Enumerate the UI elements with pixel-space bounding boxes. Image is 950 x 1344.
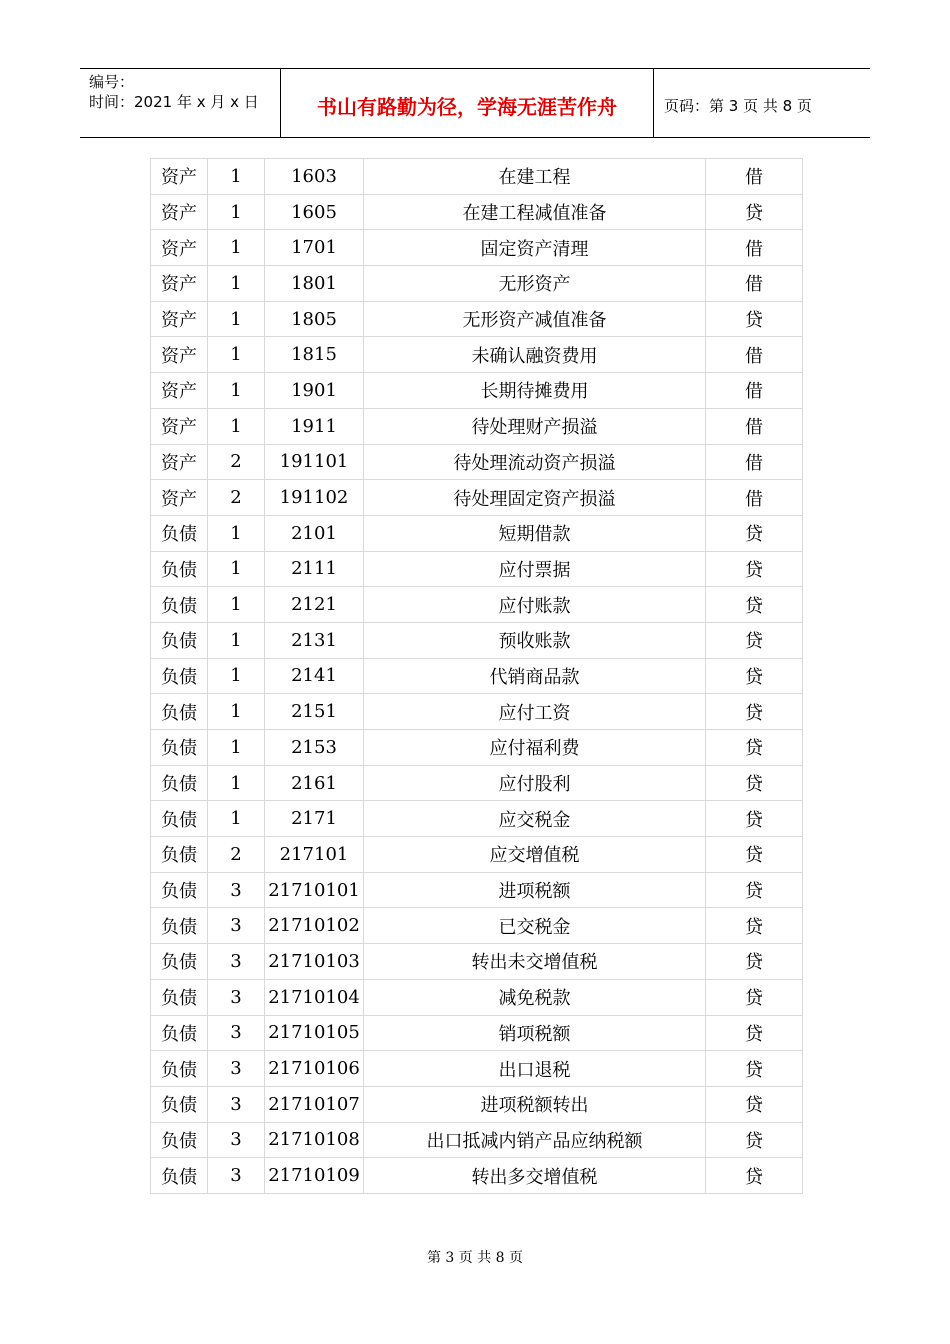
direction-cell: 贷 bbox=[706, 194, 803, 230]
account-name-cell: 代销商品款 bbox=[364, 658, 706, 694]
level-cell: 3 bbox=[208, 1086, 265, 1122]
table-row bbox=[151, 337, 803, 373]
account-name-cell: 应付福利费 bbox=[364, 730, 706, 766]
category-cell: 负债 bbox=[151, 658, 208, 694]
level-cell: 3 bbox=[208, 1158, 265, 1194]
table-row bbox=[151, 1122, 803, 1158]
table-row bbox=[151, 944, 803, 980]
table-row bbox=[151, 373, 803, 409]
table-row bbox=[151, 266, 803, 302]
table-row bbox=[151, 1158, 803, 1194]
direction-cell: 贷 bbox=[706, 622, 803, 658]
table-row bbox=[151, 837, 803, 873]
account-name-cell: 在建工程减值准备 bbox=[364, 194, 706, 230]
table-row bbox=[151, 872, 803, 908]
table-row bbox=[151, 551, 803, 587]
direction-cell: 贷 bbox=[706, 658, 803, 694]
level-cell: 3 bbox=[208, 1015, 265, 1051]
account-name-cell: 预收账款 bbox=[364, 622, 706, 658]
category-cell: 负债 bbox=[151, 944, 208, 980]
category-cell: 资产 bbox=[151, 159, 208, 195]
table-row bbox=[151, 1086, 803, 1122]
level-cell: 1 bbox=[208, 337, 265, 373]
table-row bbox=[151, 194, 803, 230]
direction-cell: 贷 bbox=[706, 979, 803, 1015]
account-name-cell: 出口退税 bbox=[364, 1051, 706, 1087]
category-cell: 资产 bbox=[151, 301, 208, 337]
code-cell: 21710105 bbox=[265, 1015, 364, 1051]
code-cell: 1815 bbox=[265, 337, 364, 373]
code-cell: 2121 bbox=[265, 587, 364, 623]
category-cell: 资产 bbox=[151, 266, 208, 302]
code-cell: 2151 bbox=[265, 694, 364, 730]
account-name-cell: 固定资产清理 bbox=[364, 230, 706, 266]
level-cell: 3 bbox=[208, 944, 265, 980]
header-motto: 书山有路勤为径，学海无涯苦作舟 bbox=[281, 69, 654, 137]
table-row bbox=[151, 1015, 803, 1051]
category-cell: 负债 bbox=[151, 837, 208, 873]
category-cell: 负债 bbox=[151, 730, 208, 766]
category-cell: 负债 bbox=[151, 908, 208, 944]
category-cell: 资产 bbox=[151, 337, 208, 373]
account-name-cell: 进项税额 bbox=[364, 872, 706, 908]
account-name-cell: 未确认融资费用 bbox=[364, 337, 706, 373]
page-header bbox=[80, 68, 870, 138]
level-cell: 3 bbox=[208, 908, 265, 944]
account-name-cell: 进项税额转出 bbox=[364, 1086, 706, 1122]
level-cell: 3 bbox=[208, 979, 265, 1015]
category-cell: 资产 bbox=[151, 373, 208, 409]
category-cell: 负债 bbox=[151, 1051, 208, 1087]
code-cell: 21710102 bbox=[265, 908, 364, 944]
direction-cell: 贷 bbox=[706, 944, 803, 980]
level-cell: 1 bbox=[208, 587, 265, 623]
table-row bbox=[151, 694, 803, 730]
account-name-cell: 待处理流动资产损溢 bbox=[364, 444, 706, 480]
code-cell: 1801 bbox=[265, 266, 364, 302]
direction-cell: 借 bbox=[706, 230, 803, 266]
code-cell: 1901 bbox=[265, 373, 364, 409]
category-cell: 负债 bbox=[151, 801, 208, 837]
direction-cell: 贷 bbox=[706, 765, 803, 801]
direction-cell: 贷 bbox=[706, 730, 803, 766]
table-row bbox=[151, 408, 803, 444]
direction-cell: 贷 bbox=[706, 694, 803, 730]
level-cell: 1 bbox=[208, 622, 265, 658]
table-row bbox=[151, 480, 803, 516]
document-date: 时间：2021 年 x 月 x 日 bbox=[89, 93, 259, 111]
direction-cell: 贷 bbox=[706, 1051, 803, 1087]
account-name-cell: 销项税额 bbox=[364, 1015, 706, 1051]
account-name-cell: 待处理财产损溢 bbox=[364, 408, 706, 444]
level-cell: 1 bbox=[208, 408, 265, 444]
header-page-info: 页码：第 3 页 共 8 页 bbox=[664, 96, 812, 115]
code-cell: 1605 bbox=[265, 194, 364, 230]
account-name-cell: 无形资产 bbox=[364, 266, 706, 302]
code-cell: 2131 bbox=[265, 622, 364, 658]
code-cell: 2111 bbox=[265, 551, 364, 587]
level-cell: 1 bbox=[208, 194, 265, 230]
code-cell: 2161 bbox=[265, 765, 364, 801]
category-cell: 资产 bbox=[151, 480, 208, 516]
code-cell: 2153 bbox=[265, 730, 364, 766]
account-name-cell: 应付股利 bbox=[364, 765, 706, 801]
account-name-cell: 转出多交增值税 bbox=[364, 1158, 706, 1194]
account-name-cell: 应付工资 bbox=[364, 694, 706, 730]
level-cell: 1 bbox=[208, 301, 265, 337]
code-cell: 191101 bbox=[265, 444, 364, 480]
category-cell: 负债 bbox=[151, 1015, 208, 1051]
code-cell: 1603 bbox=[265, 159, 364, 195]
category-cell: 负债 bbox=[151, 872, 208, 908]
direction-cell: 借 bbox=[706, 266, 803, 302]
direction-cell: 贷 bbox=[706, 908, 803, 944]
direction-cell: 借 bbox=[706, 444, 803, 480]
level-cell: 3 bbox=[208, 1051, 265, 1087]
category-cell: 负债 bbox=[151, 694, 208, 730]
category-cell: 资产 bbox=[151, 230, 208, 266]
code-cell: 21710107 bbox=[265, 1086, 364, 1122]
level-cell: 3 bbox=[208, 872, 265, 908]
direction-cell: 贷 bbox=[706, 587, 803, 623]
table-row bbox=[151, 658, 803, 694]
level-cell: 1 bbox=[208, 373, 265, 409]
account-name-cell: 短期借款 bbox=[364, 515, 706, 551]
category-cell: 负债 bbox=[151, 979, 208, 1015]
code-cell: 191102 bbox=[265, 480, 364, 516]
category-cell: 资产 bbox=[151, 194, 208, 230]
table-row bbox=[151, 444, 803, 480]
category-cell: 负债 bbox=[151, 1158, 208, 1194]
category-cell: 负债 bbox=[151, 1086, 208, 1122]
table-row bbox=[151, 908, 803, 944]
account-name-cell: 转出未交增值税 bbox=[364, 944, 706, 980]
direction-cell: 贷 bbox=[706, 301, 803, 337]
category-cell: 负债 bbox=[151, 1122, 208, 1158]
table-row bbox=[151, 765, 803, 801]
table-row bbox=[151, 622, 803, 658]
table-row bbox=[151, 230, 803, 266]
level-cell: 1 bbox=[208, 765, 265, 801]
category-cell: 负债 bbox=[151, 622, 208, 658]
direction-cell: 借 bbox=[706, 408, 803, 444]
direction-cell: 贷 bbox=[706, 1086, 803, 1122]
table-row bbox=[151, 159, 803, 195]
level-cell: 1 bbox=[208, 515, 265, 551]
category-cell: 资产 bbox=[151, 444, 208, 480]
direction-cell: 借 bbox=[706, 373, 803, 409]
code-cell: 1911 bbox=[265, 408, 364, 444]
direction-cell: 贷 bbox=[706, 837, 803, 873]
header-meta bbox=[80, 69, 281, 137]
direction-cell: 借 bbox=[706, 159, 803, 195]
table-row bbox=[151, 1051, 803, 1087]
direction-cell: 贷 bbox=[706, 551, 803, 587]
code-cell: 217101 bbox=[265, 837, 364, 873]
category-cell: 负债 bbox=[151, 765, 208, 801]
code-cell: 21710104 bbox=[265, 979, 364, 1015]
level-cell: 1 bbox=[208, 658, 265, 694]
account-name-cell: 应交增值税 bbox=[364, 837, 706, 873]
account-table-body bbox=[151, 159, 803, 1194]
direction-cell: 贷 bbox=[706, 515, 803, 551]
level-cell: 1 bbox=[208, 730, 265, 766]
account-name-cell: 减免税款 bbox=[364, 979, 706, 1015]
account-table bbox=[150, 158, 803, 1194]
account-name-cell: 待处理固定资产损溢 bbox=[364, 480, 706, 516]
code-cell: 2141 bbox=[265, 658, 364, 694]
category-cell: 负债 bbox=[151, 587, 208, 623]
account-name-cell: 无形资产减值准备 bbox=[364, 301, 706, 337]
code-cell: 21710108 bbox=[265, 1122, 364, 1158]
code-cell: 21710101 bbox=[265, 872, 364, 908]
category-cell: 资产 bbox=[151, 408, 208, 444]
account-name-cell: 已交税金 bbox=[364, 908, 706, 944]
code-cell: 1701 bbox=[265, 230, 364, 266]
account-name-cell: 出口抵减内销产品应纳税额 bbox=[364, 1122, 706, 1158]
level-cell: 1 bbox=[208, 230, 265, 266]
document-number-label: 编号： bbox=[89, 73, 135, 91]
level-cell: 2 bbox=[208, 444, 265, 480]
level-cell: 1 bbox=[208, 266, 265, 302]
account-name-cell: 在建工程 bbox=[364, 159, 706, 195]
page-footer: 第 3 页 共 8 页 bbox=[426, 1250, 524, 1266]
table-row bbox=[151, 301, 803, 337]
level-cell: 1 bbox=[208, 159, 265, 195]
direction-cell: 贷 bbox=[706, 1122, 803, 1158]
account-name-cell: 应付账款 bbox=[364, 587, 706, 623]
code-cell: 1805 bbox=[265, 301, 364, 337]
code-cell: 21710109 bbox=[265, 1158, 364, 1194]
code-cell: 2101 bbox=[265, 515, 364, 551]
table-row bbox=[151, 801, 803, 837]
table-row bbox=[151, 979, 803, 1015]
level-cell: 1 bbox=[208, 801, 265, 837]
level-cell: 3 bbox=[208, 1122, 265, 1158]
code-cell: 2171 bbox=[265, 801, 364, 837]
level-cell: 1 bbox=[208, 551, 265, 587]
direction-cell: 贷 bbox=[706, 1015, 803, 1051]
table-row bbox=[151, 515, 803, 551]
direction-cell: 贷 bbox=[706, 801, 803, 837]
direction-cell: 贷 bbox=[706, 872, 803, 908]
level-cell: 2 bbox=[208, 837, 265, 873]
category-cell: 负债 bbox=[151, 515, 208, 551]
level-cell: 2 bbox=[208, 480, 265, 516]
account-name-cell: 应交税金 bbox=[364, 801, 706, 837]
level-cell: 1 bbox=[208, 694, 265, 730]
code-cell: 21710106 bbox=[265, 1051, 364, 1087]
account-name-cell: 长期待摊费用 bbox=[364, 373, 706, 409]
code-cell: 21710103 bbox=[265, 944, 364, 980]
category-cell: 负债 bbox=[151, 551, 208, 587]
table-row bbox=[151, 730, 803, 766]
table-row bbox=[151, 587, 803, 623]
account-name-cell: 应付票据 bbox=[364, 551, 706, 587]
direction-cell: 借 bbox=[706, 337, 803, 373]
direction-cell: 贷 bbox=[706, 1158, 803, 1194]
direction-cell: 借 bbox=[706, 480, 803, 516]
